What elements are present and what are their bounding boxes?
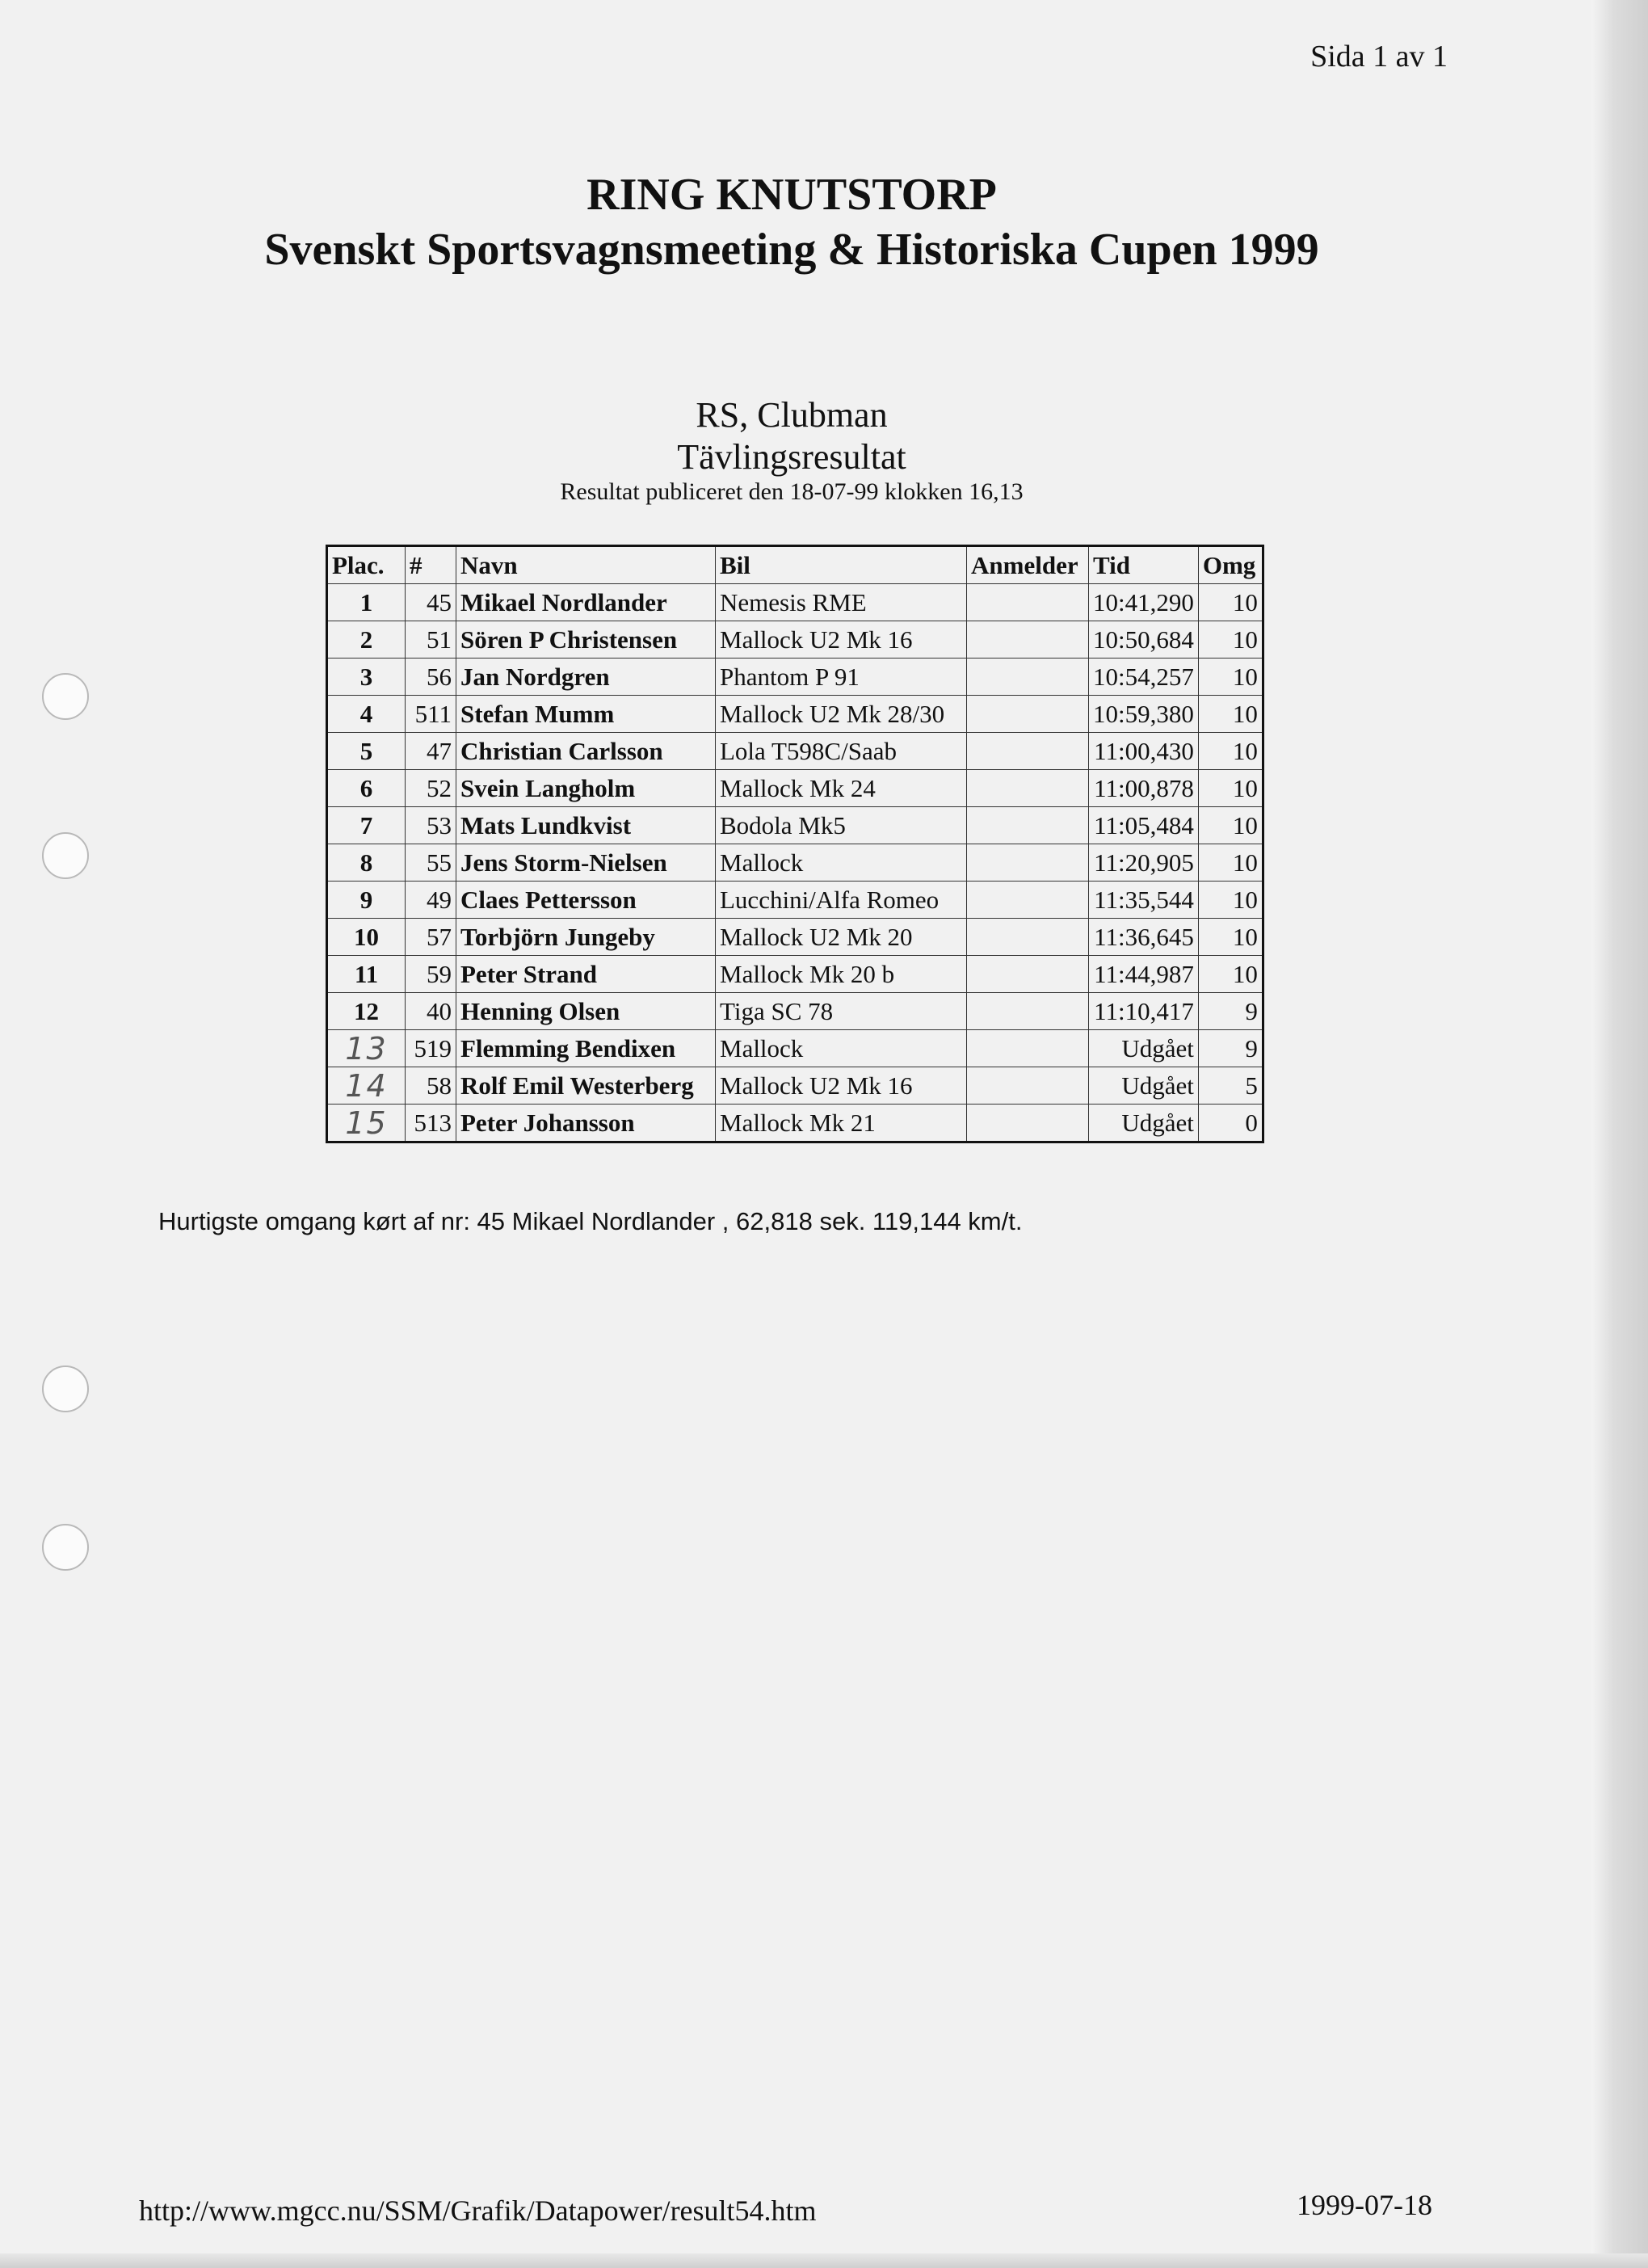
column-header-tid: Tid	[1089, 546, 1199, 584]
cell-navn: Torbjörn Jungeby	[456, 919, 716, 956]
cell-bil: Phantom P 91	[716, 659, 967, 696]
table-row	[327, 1105, 1263, 1142]
cell-anmelder	[967, 733, 1089, 770]
table-row	[327, 770, 1263, 807]
table-row	[327, 882, 1263, 919]
punch-hole	[42, 832, 89, 879]
cell-navn: Svein Langholm	[456, 770, 716, 807]
cell-omg: 10	[1198, 807, 1263, 844]
punch-hole	[42, 1365, 89, 1412]
cell-tid: 11:05,484	[1089, 807, 1199, 844]
published-note: Resultat publiceret den 18-07-99 klokken 16,13	[560, 478, 1024, 505]
cell-navn: Sören P Christensen	[456, 621, 716, 659]
cell-navn: Stefan Mumm	[456, 696, 716, 733]
cell-omg: 10	[1198, 584, 1263, 621]
cell-anmelder	[967, 696, 1089, 733]
cell-navn: Peter Johansson	[456, 1105, 716, 1142]
cell-anmelder	[967, 956, 1089, 993]
cell-omg: 9	[1198, 1030, 1263, 1067]
cell-anmelder	[967, 770, 1089, 807]
page-bottom-edge	[0, 2253, 1648, 2268]
table-row	[327, 919, 1263, 956]
cell-anmelder	[967, 882, 1089, 919]
table-row	[327, 584, 1263, 621]
cell-navn: Peter Strand	[456, 956, 716, 993]
cell-number: 511	[406, 696, 456, 733]
cell-tid: 11:44,987	[1089, 956, 1199, 993]
cell-anmelder	[967, 993, 1089, 1030]
column-header-number: #	[406, 546, 456, 584]
table-header-row	[327, 546, 1263, 584]
column-header-bil: Bil	[716, 546, 967, 584]
document-title: RING KNUTSTORP	[586, 170, 997, 220]
cell-anmelder	[967, 919, 1089, 956]
cell-omg: 10	[1198, 733, 1263, 770]
cell-omg: 10	[1198, 770, 1263, 807]
cell-bil: Tiga SC 78	[716, 993, 967, 1030]
table-row	[327, 807, 1263, 844]
cell-tid: Udgået	[1089, 1067, 1199, 1105]
cell-navn: Mats Lundkvist	[456, 807, 716, 844]
footer-date: 1999-07-18	[1297, 2189, 1432, 2221]
cell-bil: Mallock	[716, 1030, 967, 1067]
table-row	[327, 993, 1263, 1030]
cell-bil: Lucchini/Alfa Romeo	[716, 882, 967, 919]
results-body	[327, 584, 1263, 1142]
table-row	[327, 844, 1263, 882]
cell-tid: 11:00,878	[1089, 770, 1199, 807]
column-header-plac: Plac.	[327, 546, 406, 584]
cell-bil: Mallock U2 Mk 28/30	[716, 696, 967, 733]
cell-number: 49	[406, 882, 456, 919]
column-header-navn: Navn	[456, 546, 716, 584]
cell-bil: Nemesis RME	[716, 584, 967, 621]
cell-number: 52	[406, 770, 456, 807]
cell-number: 53	[406, 807, 456, 844]
cell-number: 57	[406, 919, 456, 956]
cell-tid: 11:10,417	[1089, 993, 1199, 1030]
cell-plac: 2	[327, 621, 406, 659]
cell-omg: 0	[1198, 1105, 1263, 1142]
cell-tid: 10:50,684	[1089, 621, 1199, 659]
cell-plac: 8	[327, 844, 406, 882]
cell-omg: 9	[1198, 993, 1263, 1030]
cell-anmelder	[967, 584, 1089, 621]
cell-tid: 10:41,290	[1089, 584, 1199, 621]
cell-plac: 6	[327, 770, 406, 807]
cell-bil: Mallock U2 Mk 16	[716, 1067, 967, 1105]
table-row	[327, 1067, 1263, 1105]
cell-navn: Jan Nordgren	[456, 659, 716, 696]
cell-plac: 13	[327, 1030, 406, 1067]
cell-bil: Mallock U2 Mk 20	[716, 919, 967, 956]
cell-bil: Mallock	[716, 844, 967, 882]
column-header-omg: Omg	[1198, 546, 1263, 584]
punch-hole	[42, 673, 89, 720]
cell-tid: 11:00,430	[1089, 733, 1199, 770]
cell-number: 40	[406, 993, 456, 1030]
cell-omg: 10	[1198, 659, 1263, 696]
section-title: Tävlingsresultat	[677, 437, 906, 477]
cell-omg: 10	[1198, 882, 1263, 919]
cell-number: 513	[406, 1105, 456, 1142]
cell-anmelder	[967, 844, 1089, 882]
cell-navn: Henning Olsen	[456, 993, 716, 1030]
cell-plac: 15	[327, 1105, 406, 1142]
cell-tid: 11:20,905	[1089, 844, 1199, 882]
cell-plac: 7	[327, 807, 406, 844]
cell-number: 45	[406, 584, 456, 621]
cell-plac: 10	[327, 919, 406, 956]
footer-url: http://www.mgcc.nu/SSM/Grafik/Datapower/result54.htm	[139, 2194, 817, 2227]
cell-omg: 10	[1198, 844, 1263, 882]
cell-bil: Mallock U2 Mk 16	[716, 621, 967, 659]
document-subtitle: Svenskt Sportsvagnsmeeting & Historiska Cupen 1999	[264, 225, 1319, 275]
cell-tid: Udgået	[1089, 1105, 1199, 1142]
cell-omg: 10	[1198, 956, 1263, 993]
cell-tid: 11:36,645	[1089, 919, 1199, 956]
cell-plac: 12	[327, 993, 406, 1030]
table-row	[327, 696, 1263, 733]
cell-anmelder	[967, 807, 1089, 844]
cell-number: 47	[406, 733, 456, 770]
cell-tid: 10:54,257	[1089, 659, 1199, 696]
table-row	[327, 659, 1263, 696]
cell-bil: Mallock Mk 21	[716, 1105, 967, 1142]
cell-plac: 3	[327, 659, 406, 696]
cell-bil: Mallock Mk 24	[716, 770, 967, 807]
cell-navn: Jens Storm-Nielsen	[456, 844, 716, 882]
cell-navn: Christian Carlsson	[456, 733, 716, 770]
table-row	[327, 621, 1263, 659]
cell-plac: 14	[327, 1067, 406, 1105]
punch-hole	[42, 1524, 89, 1571]
cell-anmelder	[967, 621, 1089, 659]
cell-number: 58	[406, 1067, 456, 1105]
page-edge-shadow	[1591, 0, 1648, 2268]
table-row	[327, 1030, 1263, 1067]
cell-bil: Bodola Mk5	[716, 807, 967, 844]
cell-number: 59	[406, 956, 456, 993]
cell-tid: 10:59,380	[1089, 696, 1199, 733]
cell-number: 519	[406, 1030, 456, 1067]
table-row	[327, 733, 1263, 770]
cell-number: 56	[406, 659, 456, 696]
column-header-anmelder: Anmelder	[967, 546, 1089, 584]
cell-bil: Lola T598C/Saab	[716, 733, 967, 770]
cell-navn: Rolf Emil Westerberg	[456, 1067, 716, 1105]
cell-number: 51	[406, 621, 456, 659]
cell-bil: Mallock Mk 20 b	[716, 956, 967, 993]
cell-navn: Claes Pettersson	[456, 882, 716, 919]
cell-plac: 11	[327, 956, 406, 993]
cell-navn: Mikael Nordlander	[456, 584, 716, 621]
cell-tid: Udgået	[1089, 1030, 1199, 1067]
cell-anmelder	[967, 1030, 1089, 1067]
cell-tid: 11:35,544	[1089, 882, 1199, 919]
cell-omg: 5	[1198, 1067, 1263, 1105]
cell-plac: 5	[327, 733, 406, 770]
cell-anmelder	[967, 659, 1089, 696]
cell-navn: Flemming Bendixen	[456, 1030, 716, 1067]
table-row	[327, 956, 1263, 993]
fastest-lap-note: Hurtigste omgang kørt af nr: 45 Mikael Nordlander , 62,818 sek. 119,144 km/t.	[158, 1207, 1023, 1235]
cell-anmelder	[967, 1067, 1089, 1105]
cell-omg: 10	[1198, 919, 1263, 956]
cell-anmelder	[967, 1105, 1089, 1142]
cell-plac: 9	[327, 882, 406, 919]
cell-omg: 10	[1198, 621, 1263, 659]
cell-omg: 10	[1198, 696, 1263, 733]
page-number: Sida 1 av 1	[1310, 40, 1448, 74]
cell-number: 55	[406, 844, 456, 882]
race-class: RS, Clubman	[696, 395, 888, 435]
cell-plac: 4	[327, 696, 406, 733]
cell-plac: 1	[327, 584, 406, 621]
results-table	[326, 545, 1264, 1143]
